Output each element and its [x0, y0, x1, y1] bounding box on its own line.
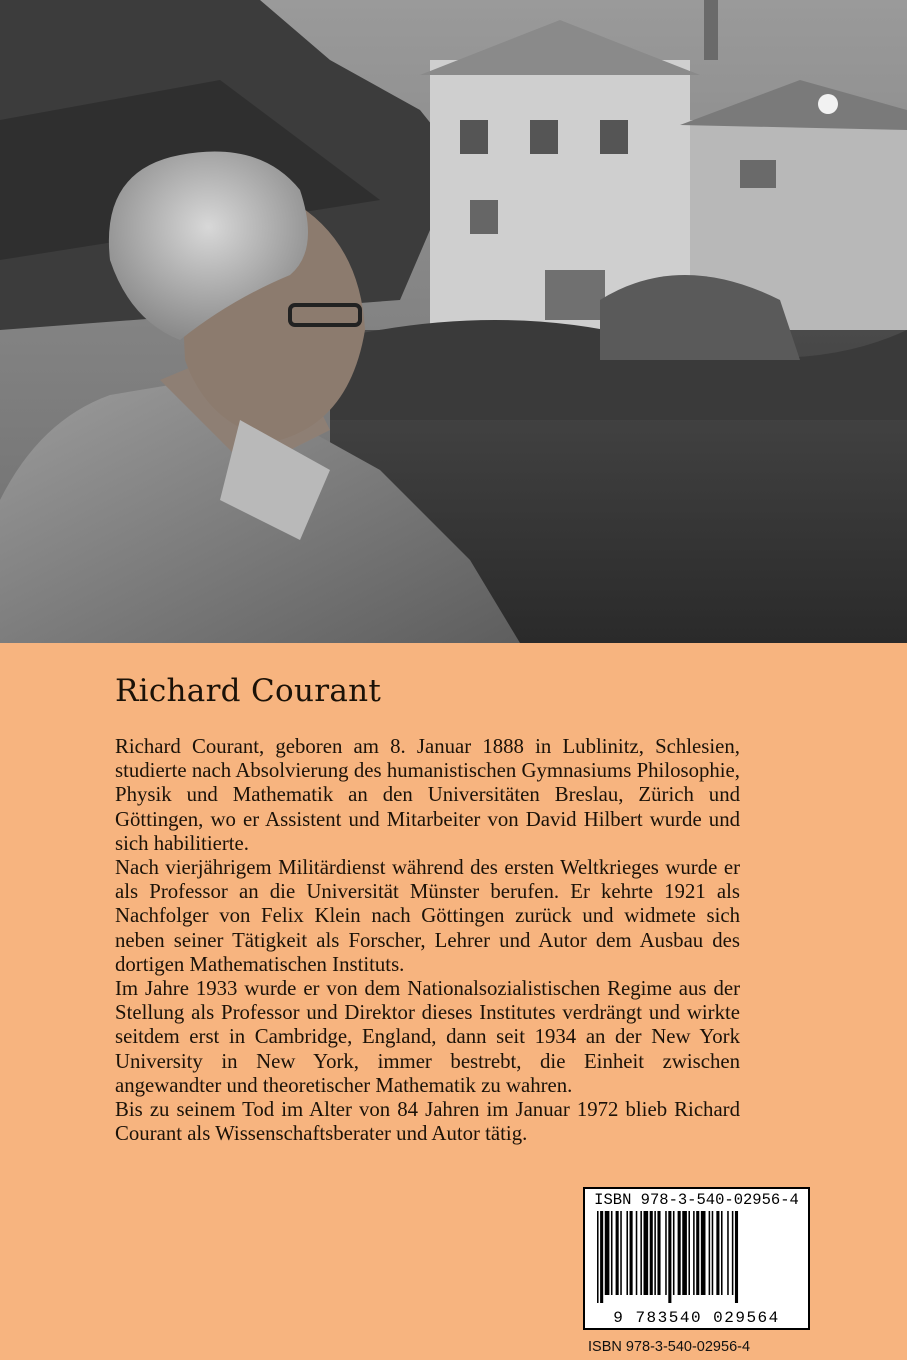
isbn-label: ISBN 978-3-540-02956-4	[588, 1339, 751, 1355]
portrait-photo-icon	[0, 0, 907, 643]
barcode-digits: 9 783540 029564	[613, 1309, 780, 1327]
cover-photo	[0, 0, 907, 643]
bio-paragraph: Im Jahre 1933 wurde er von dem Nationalsozialistischen Regime aus der Stellung als Professor und Direktor dieses Institutes verdrängt und wirkte seitdem erst in Cambridge, England, dann seit 1934 an der New York University in New York, immer bestrebt, die Einheit zwischen angewandter und theoretischer Mathematik zu wahren.	[115, 977, 740, 1097]
author-name: Richard Courant	[115, 673, 382, 709]
bio-paragraph: Bis zu seinem Tod im Alter von 84 Jahren im Januar 1972 blieb Richard Courant als Wissenschaftsberater und Autor tätig.	[115, 1098, 740, 1146]
bio-paragraph: Richard Courant, geboren am 8. Januar 1888 in Lublinitz, Schlesien, studierte nach Absolvierung des humanistischen Gymnasiums Philosophie, Physik und Mathematik an den Universitäten Breslau, Zürich und Göttingen, wo er Assistent und Mitarbeiter von David Hilbert wurde und sich habilitierte.	[115, 735, 740, 855]
isbn-barcode	[583, 1187, 810, 1330]
bio-paragraph: Nach vierjährigem Militärdienst während des ersten Weltkrieges wurde er als Professor an die Universität Münster berufen. Er kehrte 1921 als Nachfolger von Felix Klein nach Göttingen zurück und widmete sich neben seiner Tätigkeit als Forscher, Lehrer und Autor dem Ausbau des dortigen Mathematischen Instituts.	[115, 856, 740, 976]
author-biography	[115, 735, 740, 1146]
isbn-top-label: ISBN 978-3-540-02956-4	[594, 1191, 799, 1209]
barcode-bars-icon	[593, 1211, 800, 1303]
